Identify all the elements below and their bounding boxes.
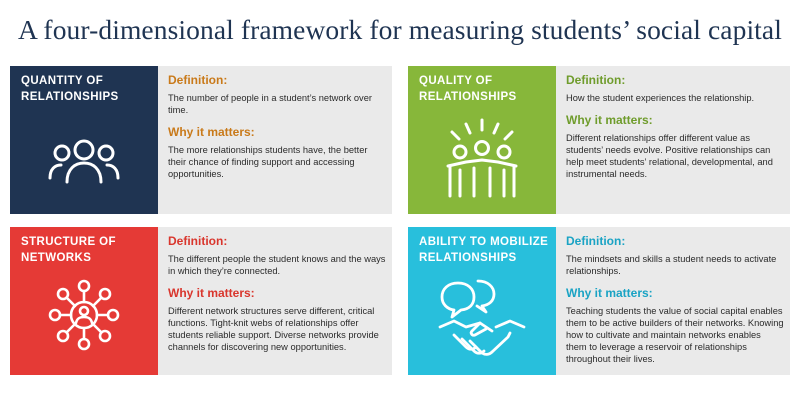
- card-text: [566, 233, 784, 373]
- card-structure: [10, 227, 392, 375]
- definition-heading: Definition:: [566, 234, 626, 248]
- why-heading: Why it matters:: [566, 113, 653, 127]
- page-title: A four-dimensional framework for measuring students’ social capital: [18, 14, 782, 45]
- why-text: The more relationships students have, the better their chance of finding support and accessing opportunities.: [168, 145, 368, 179]
- definition-text: How the student experiences the relationship.: [566, 93, 755, 103]
- tile-title: QUALITY OF RELATIONSHIPS: [419, 75, 517, 103]
- tile-quantity: [10, 66, 158, 214]
- card-text: [168, 233, 386, 361]
- tile-structure: [10, 227, 158, 375]
- why-text: Different relationships offer different value as students’ needs evolve. Positive relationships can help meet students’ relational, developmental, and instrumental needs.: [566, 133, 773, 179]
- definition-text: The different people the student knows and the ways in which they’re connected.: [168, 254, 386, 276]
- why-heading: Why it matters:: [168, 286, 255, 300]
- tile-title: QUANTITY OF RELATIONSHIPS: [21, 75, 119, 103]
- why-text: Teaching students the value of social capital enables them to be active builders of their networks. Knowing how to cultivate and maintain networks enables them to leverage a reservoir of relationships throughout their lives.: [566, 306, 784, 364]
- definition-heading: Definition:: [168, 234, 228, 248]
- why-text: Different network structures serve different, critical functions. Tight-knit webs of relationships offer students reliable support. Diverse networks provide channels for discovering new opportunities.: [168, 306, 379, 352]
- definition-heading: Definition:: [566, 73, 626, 87]
- tile-title: ABILITY TO MOBILIZE RELATIONSHIPS: [419, 236, 549, 264]
- card-mobilize: [408, 227, 790, 375]
- tile-quality: [408, 66, 556, 214]
- card-quantity: [10, 66, 392, 214]
- tile-title: STRUCTURE OF NETWORKS: [21, 236, 116, 264]
- card-text: [168, 72, 386, 188]
- definition-heading: Definition:: [168, 73, 228, 87]
- people-group-icon: [48, 136, 120, 188]
- card-text: [566, 72, 784, 188]
- network-icon: [46, 277, 122, 353]
- why-heading: Why it matters:: [168, 125, 255, 139]
- tile-mobilize: [408, 227, 556, 375]
- definition-text: The mindsets and skills a student needs to activate relationships.: [566, 254, 777, 276]
- card-quality: [408, 66, 790, 214]
- handshake-chat-icon: [436, 277, 528, 359]
- definition-text: The number of people in a student’s network over time.: [168, 93, 372, 115]
- why-heading: Why it matters:: [566, 286, 653, 300]
- embracing-people-icon: [438, 118, 526, 200]
